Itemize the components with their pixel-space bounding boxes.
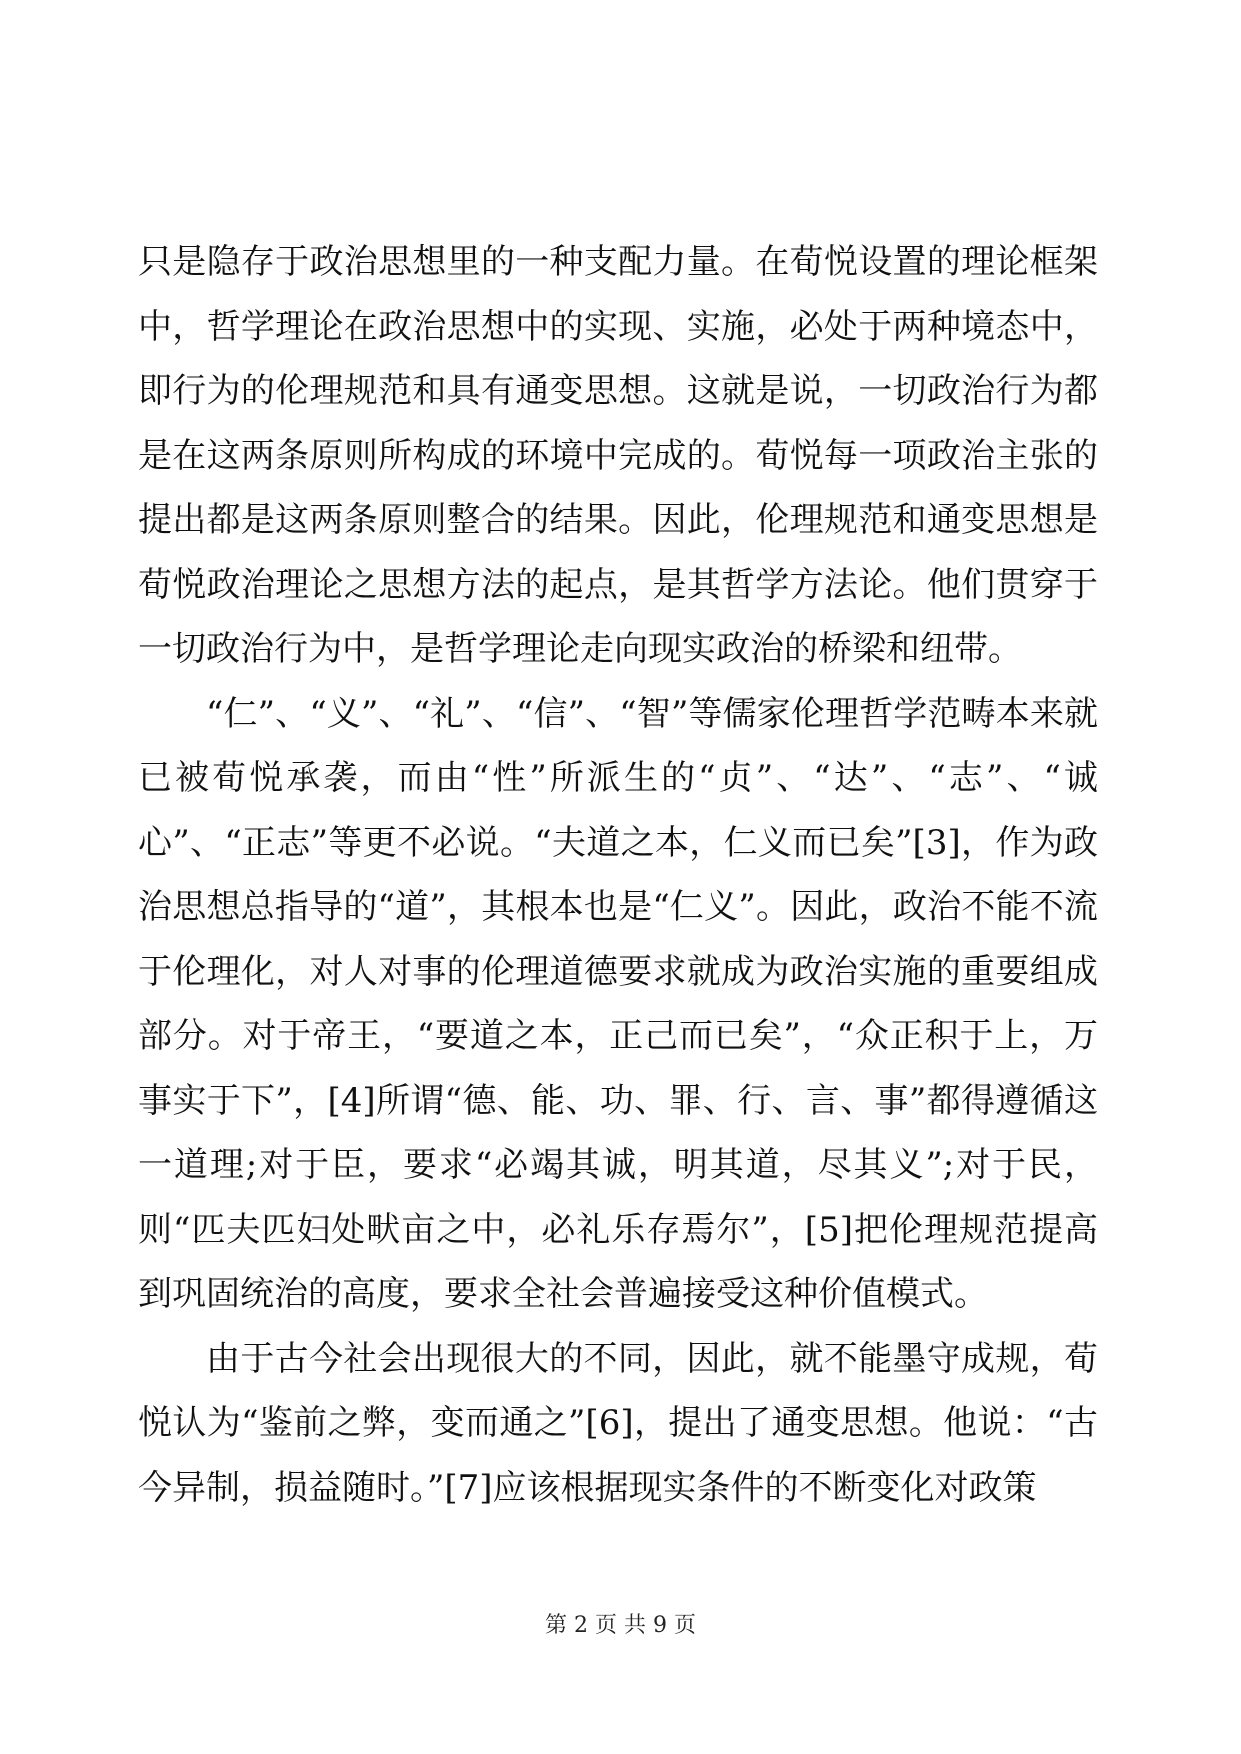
paragraph-ethics: “仁”、“义”、“礼”、“信”、“智”等儒家伦理哲学范畴本来就已被荀悦承袭，而由“性”所派生的“贞”、“达”、“志”、“诚心”、“正志”等更不必说。“夫道之本，仁义而已矣”[3]，作为政治思想总指导的“道”，其根本也是“仁义”。因此，政治不能不流于伦理化，对人对事的伦理道德要求就成为政治实施的重要组成部分。对于帝王，“要道之本，正己而已矣”，“众正积于上，万事实于下”，[4]所谓“德、能、功、罪、行、言、事”都得遵循这一道理;对于臣，要求“必竭其诚，明其道，尽其义”;对于民，则“匹夫匹妇处畎亩之中，必礼乐存焉尔”，[5]把伦理规范提高到巩固统治的高度，要求全社会普遍接受这种价值模式。 [138,693,1098,1314]
body-text [138,230,1098,1520]
page-footer: 第 2 页 共 9 页 [545,1613,696,1638]
paragraph-continuation: 只是隐存于政治思想里的一种支配力量。在荀悦设置的理论框架中，哲学理论在政治思想中的实现、实施，必处于两种境态中，即行为的伦理规范和具有通变思想。这就是说，一切政治行为都是在这两条原则所构成的环境中完成的。荀悦每一项政治主张的提出都是这两条原则整合的结果。因此，伦理规范和通变思想是荀悦政治理论之思想方法的起点，是其哲学方法论。他们贯穿于一切政治行为中，是哲学理论走向现实政治的桥梁和纽带。 [138,242,1098,669]
paragraph-tongbian: 由于古今社会出现很大的不同，因此，就不能墨守成规，荀悦认为“鉴前之弊，变而通之”[6]，提出了通变思想。他说：“古今异制，损益随时。”[7]应该根据现实条件的不断变化对政策 [138,1338,1098,1508]
